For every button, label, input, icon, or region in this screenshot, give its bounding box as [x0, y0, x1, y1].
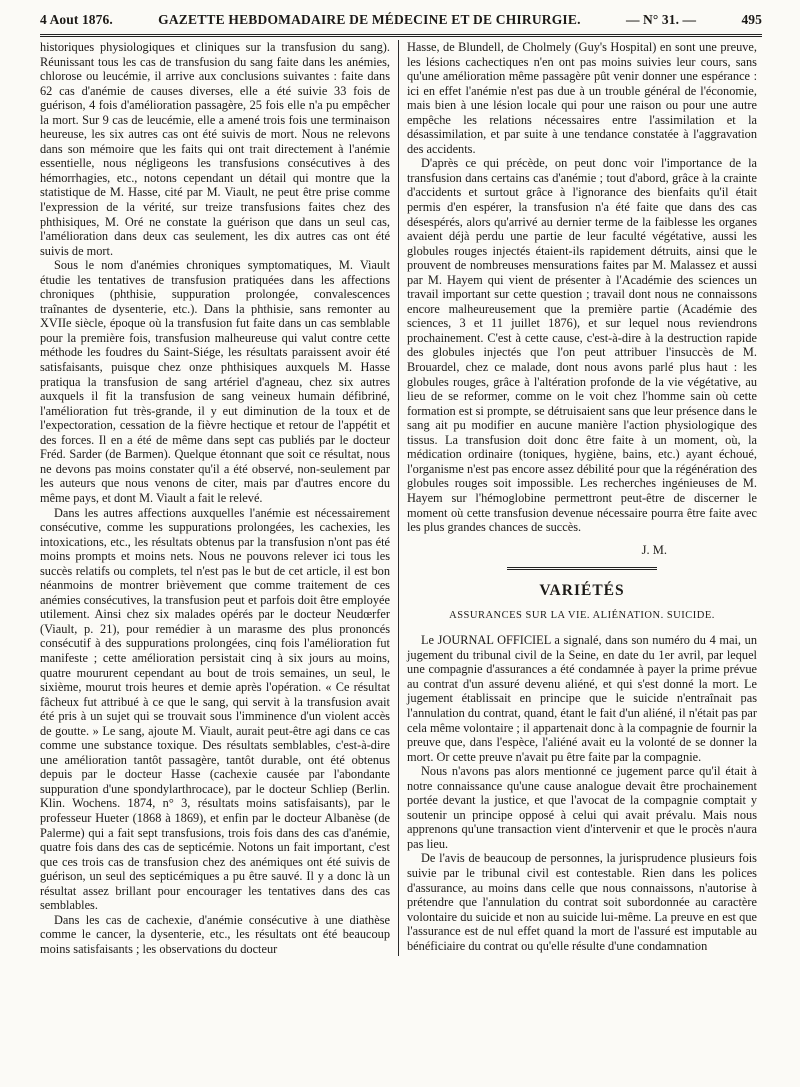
left-paragraph-3: Dans les autres affections auxquelles l'anémie est nécessairement consécutive, comme les suppurations prolongées, les cachexies, les intoxications, etc., les résultats obtenus par la transfusion n'ont pas été moins prompts et moins nets. Nous ne pouvons relever ici tous les succès relatifs ou complets, tel n'est pas le but de cet article, il est bon néanmoins de montrer brièvement que comme traitement de ces anémies consécutives, la transfusion peut et parfois doit être employée utilement. Ainsi chez six malades opérés par le docteur Neudœrfer (Viault, p. 21), pour remédier à un marasme des plus prononcés consécutif à des suppurations prolongées, cinq fois l'amélioration fut manifeste ; cette amélioration persistait cinq à six jours au moins, quatre moururent cependant au bout de trois semaines, un seul, le sixième, mourut trois heures et demie après l'opération. « Ce résultat fâcheux fut attribué à ce que le sang, qui servit à la transfusion avait été pris à un sujet qui se trouvait sous l'imminence d'un violent accès de goutte. » Le sang, ajoute M. Viault, aurait peut-être agi dans ce cas comme une substance toxique. Des résultats semblables, c'est-à-dire une amélioration tantôt passagère, tantôt durable, ont été obtenus depuis par le docteur Hasse (cachexie causée par l'abondante suppuration d'une spondylarthrocace), par le docteur Schliep (Berlin. Klin. Wochens. 1874, n° 3, résultats moins satisfaisants), par le professeur Hueter (1868 à 1869), et enfin par le docteur Albanèse (de Palerme) qui a fait sept transfusions, trois fois dans des cas d'anémie, quatre fois dans des cas de septicémie. Notons un fait important, c'est que ces trois cas de transfusion chez des anémiques ont été suivis de guérison, un seul des septicémiques a pu être sauvé. Il y a donc là un résultat assez brillant pour encourager les tentatives dans des cas semblables. [40, 505, 390, 913]
article-signature: J. M. [641, 542, 667, 557]
header-page-number: 495 [741, 12, 762, 27]
left-paragraph-4: Dans les cas de cachexie, d'anémie consécutive à une diathèse comme le cancer, la dysenterie, etc., les résultats ont été beaucoup moins satisfaisants ; les observations du docteur [40, 912, 390, 956]
section-subtitle: ASSURANCES SUR LA VIE. ALIÉNATION. SUICIDE. [449, 609, 715, 621]
header-journal-title: GAZETTE HEBDOMADAIRE DE MÉDECINE ET DE CHIRURGIE. [158, 12, 581, 27]
right-paragraph-4: Nous n'avons pas alors mentionné ce jugement parce qu'il était à notre connaissance qu'une cause analogue devait être prochainement portée devant la justice, et que l'avocat de la compagnie comptait y soutenir un principe opposé à celui qui avait prévalu. Mais nous apprenons qu'une transaction vient d'intervenir et que le procès n'aura pas lieu. [407, 764, 757, 851]
header-date: 4 Aout 1876. [40, 12, 113, 27]
right-column [399, 40, 757, 956]
right-paragraph-5: De l'avis de beaucoup de personnes, la jurisprudence plusieurs fois suivie par le tribunal civil est contestable. Rien dans les polices d'assurance, au moins dans celle que nous connaissons, n'autorise à prétendre que l'annulation du contrat soit subordonnée au caractère volontaire du suicide et non au suicide lui-même. La preuve en est que l'assurance est de nul effet quand la mort de l'assuré est imputable au bénéficiaire du contrat ou qu'elle résulte d'une condamnation [407, 851, 757, 953]
body-columns [40, 40, 762, 956]
right-paragraph-3: Le JOURNAL OFFICIEL a signalé, dans son numéro du 4 mai, un jugement du tribunal civil de la Seine, en date du 1er avril, par lequel une compagnie d'assurances a été condamnée à payer la prime prévue au contrat d'un assuré devenu aliéné, et qui s'est donné la mort. Le jugement établissait en principe que le suicide n'entraînait pas l'annulation du contrat, quand, étant le fait d'un aliéné, il n'était pas par cela même volontaire ; il appartenait donc à la compagnie de fournir la preuve que, dans l'espèce, l'aliéné avait eu la volonté de se donner la mort. Or cette preuve n'avait pu être faite par la compagnie. [407, 633, 757, 764]
section-title: VARIÉTÉS [539, 582, 625, 600]
page-header [40, 8, 762, 32]
left-paragraph-1: historiques physiologiques et cliniques sur la transfusion du sang). Réunissant tous les cas de transfusion du sang faite dans les anémies, chlorose ou leucémie, il arrive aux conclusions suivantes : faite dans 62 cas d'anémie de causes diverses, elle a été suivie 33 fois de guérison, 4 fois d'amélioration passagère, 25 fois elle n'a pu empêcher la mort. Sur 9 cas de leucémie, elle a amené trois fois une terminaison heureuse, les six autres cas ont été suivis de mort. Nous ne relevons dans son mémoire que les faits qui ont trait directement à l'anémie essentielle, nous négligeons les transfusions consécutives à des hémorrhagies, etc., notons cependant un détail qui montre que la statistique de M. Hasse, cité par M. Viault, ne peut être prise comme l'expression de la vérité, sur treize transfusions faites chez des phthisiques, M. Oré ne constate la guérison que dans un seul cas, l'amélioration dans deux cas seulement, les dix autres cas ont été suivis de mort. [40, 40, 390, 258]
left-paragraph-2: Sous le nom d'anémies chroniques symptomatiques, M. Viault étudie les tentatives de transfusion pratiquées dans les affections chroniques (phthisie, suppuration prolongée, convalescences traînantes de dysenterie, etc.). Dans la phthisie, sans remonter au XVIIe siècle, époque où la transfusion fut faite dans un cas semblable pour la première fois, transfusion malheureuse qui valut contre cette méthode les foudres du Saint-Siége, les résultats paraissent avoir été satisfaisants, puisque chez onze phthisiques auxquels M. Hasse pratiqua la transfusion de sang artériel d'agneau, chez six autres auxquels il fit la transfusion de sang veineux humain défibriné, l'amélioration fut très-grande, il y eut diminution de la toux et de l'expectoration, cessation de la fièvre hectique et retour de l'appétit et des forces. Il en a été de même dans sept cas publiés par le docteur Fréd. Sarder (de Barmen). Quelque étonnant que soit ce résultat, nous ne devons pas moins constater qu'il a été observé, non-seulement par les auteurs que nous venons de citer, mais par d'autres encore du même pays, et dont M. Viault a fait le relevé. [40, 258, 390, 505]
right-paragraph-2: D'après ce qui précède, on peut donc voir l'importance de la transfusion dans certains cas d'anémie ; tout d'abord, grâce à la crainte d'accidents et surtout grâce à l'ignorance des bienfaits qu'il était permis d'en espérer, la transfusion n'a été faite que dans des cas désespérés, alors qu'arrivé au dernier terme de la faiblesse les organes avaient déjà perdu une partie de leur faculté végétative, aussi les globules rouges injectés étaient-ils rapidement détruits, ainsi que le prouvent de nombreuses mensurations faites par M. Malassez et aussi par M. Hayem qui vient de présenter à l'Académie des sciences un travail important sur cette question ; travail dont nous ne connaissons encore malheureusement que la première partie (Académie des sciences, 3 et 11 juillet 1876), et sur lequel nous reviendrons prochainement. C'est à cette cause, c'est-à-dire à la destruction rapide des globules injectés que l'on peut attribuer l'insuccès de M. Brouardel, chez ce malade, dont nous avons parlé plus haut : les globules rouges, grâce à l'altération profonde de la vie végétative, au lieu de se reformer, comme on le voit chez l'homme sain où cette formation est si prompte, se détruisaient sans que leur présence dans le sang ait pu modifier en aucune manière l'action physiologique des tissus. La transfusion doit donc être faite à un moment, où, la médication ordinaire (toniques, hygiène, bains, etc.) ayant échoué, l'organisme n'est pas encore assez débilité pour que la régénération des globules rouges soit impossible. Les recherches ingénieuses de M. Hayem sur l'hémoglobine permettront peut-être de discerner le moment où cette transfusion devenue nécessaire pourra être faite avec les plus grandes chances de succès. [407, 156, 757, 535]
right-paragraph-1: Hasse, de Blundell, de Cholmely (Guy's Hospital) en sont une preuve, les lésions cachectiques n'en ont pas moins suivies leur cours, sans qu'une amélioration même passagère pût venir donner une espérance : ici en effet l'anémie n'est pas due à un trouble général de l'économie, mais bien à une lésion locale qui pour une raison ou pour une autre empêche les relations nécessaires entre l'assimilation et la désassimilation, et par suite à une tendance constatée à l'aggravation des accidents. [407, 40, 757, 156]
header-issue-number: — N° 31. — [625, 12, 697, 27]
section-separator [507, 567, 657, 570]
header-rule [40, 34, 762, 37]
left-column [40, 40, 398, 956]
